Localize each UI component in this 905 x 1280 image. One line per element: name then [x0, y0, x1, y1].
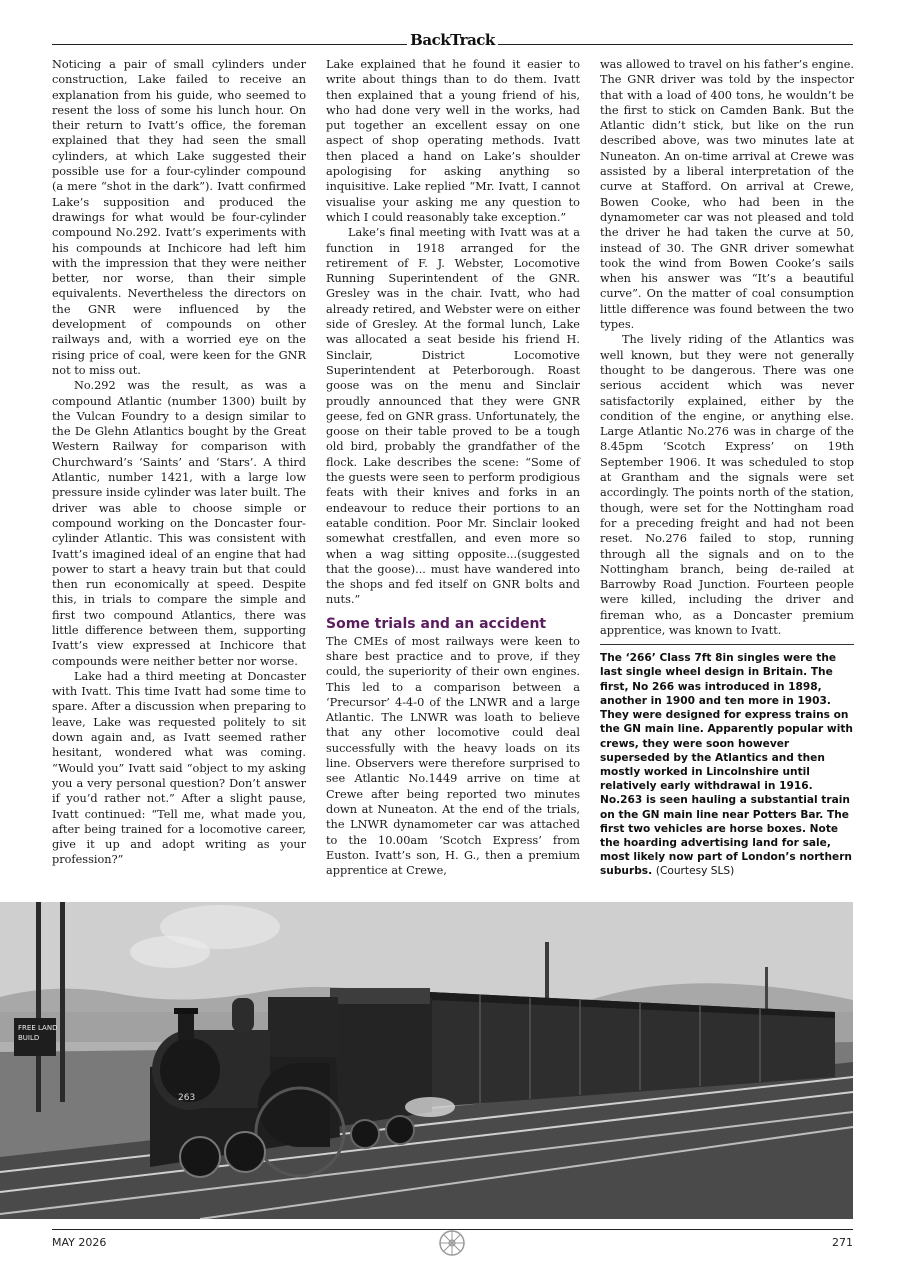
photo-caption [600, 651, 854, 878]
paragraph: No.292 was the result, as was a compound Atlantic (number 1300) built by the Vulcan Foundry to a design similar to the De Glehn Atlantics bought by the Great Western Railway for comparison with Churchward’s ‘Saints’ and ‘Stars’. A third Atlantic, number 1421, with a large low pressure inside cylinder was later built. The driver was able to choose simple or compound working on the Doncaster four-cylinder Atlantic. This was consistent with Ivatt’s imagined ideal of an engine that had power to start a heavy train but that could then run economically at speed. Despite this, in trials to compare the simple and first two compound Atlantics, there was little difference between them, supporting Ivatt’s view expressed at Inchicore that compounds were neither better nor worse. [52, 379, 306, 668]
issue-date: MAY 2026 [52, 1236, 107, 1249]
page-number: 271 [832, 1236, 853, 1249]
wheel-logo-icon [438, 1229, 466, 1257]
sign-line-2: BUILD [18, 1034, 40, 1042]
loco-number-plate: 263 [178, 1093, 196, 1103]
paragraph: The CMEs of most railways were keen to share best practice and to prove, if they could, the superiority of their own engines. This led to a comparison between a ‘Precursor’ 4-4-0 of the LNWR and a large Atlantic. The LNWR was loath to believe that any other locomotive could deal successfully with the heavy loads on its line. Observers were therefore surprised to see Atlantic No.1449 arrive on time at Crewe after being reported two minutes down at Nuneaton. At the end of the trials, the LNWR dynamometer car was attached to the 10.00am ‘Scotch Express’ from Euston. Ivatt’s son, H. G., then a premium apprentice at Crewe, [326, 634, 580, 878]
caption-credit: (Courtesy SLS) [655, 865, 735, 878]
paragraph: Noticing a pair of small cylinders under construction, Lake failed to receive an explanation from his guide, who seemed to resent the loss of some his lunch hour. On their return to Ivatt’s office, the foreman explained that they had seen the small cylinders, at which Lake suggested their possible use for a four-cylinder compound (a mere “shot in the dark”). Ivatt confirmed Lake’s supposition and produced the drawings for what would be four-cylinder compound No.292. Ivatt’s experiments with his compounds at Inchicore had left him with the impression that they were neither better, nor worse, than their simple equivalents. Nevertheless the directors on the GNR were influenced by the development of compounds on other railways and, with a worried eye on the rising price of coal, were keen for the GNR not to miss out. [52, 58, 306, 377]
paragraph: was allowed to travel on his father’s engine. The GNR driver was told by the inspector that with a load of 400 tons, he wouldn’t be the first to stick on Camden Bank. But the Atlantic didn’t stick, but like on the run described above, was two minutes late at Nuneaton. An on-time arrival at Crewe was assisted by a liberal interpretation of the curve at Stafford. On arrival at Crewe, Bowen Cooke, who had been in the dynamometer car was not pleased and told the driver he had taken the curve at 50, instead of 30. The GNR driver somewhat took the wind from Bowen Cooke’s sails when his answer was “It’s a beautiful curve”. On the matter of coal consumption little difference was found between the two types. [600, 58, 854, 332]
sign-line-1: FREE [18, 1024, 36, 1032]
masthead [0, 30, 905, 49]
paragraph: Lake’s final meeting with Ivatt was at a function in 1918 arranged for the retirement of F. J. Webster, Locomotive Running Superintendent of the GNR. Gresley was in the chair. Ivatt, who had already retired, and Webster were on either side of Gresley. At the formal lunch, Lake was allocated a seat beside his friend H. Sinclair, District Locomotive Superintendent at Peterborough. Roast goose was on the menu and Sinclair proudly announced that they were GNR geese, fed on GNR grass. Unfortunately, the goose on their table proved to be a tough old bird, probably the grandfather of the flock. Lake describes the scene: “Some of the guests were seen to perform prodigious feats with their knives and forks in an endeavour to reduce their portions to an eatable condition. Poor Mr. Sinclair looked somewhat crestfallen, and even more so when a wag sitting opposite...(suggested that the goose)... must have wandered into the shops and fed itself on GNR bolts and nuts.” [326, 226, 580, 607]
article-column-3 [600, 57, 854, 879]
train-photograph [0, 902, 853, 1219]
paragraph: Lake explained that he found it easier to write about things than to do them. Ivatt then explained that a young friend of his, who had done very well in the works, had put together an excellent essay on one aspect of shop operating methods. Ivatt then placed a hand on Lake’s shoulder apologising for asking anything so inquisitive. Lake replied “Mr. Ivatt, I cannot visualise your asking me any question to which I could reasonably take exception.” [326, 58, 580, 224]
masthead-logo-text: BackTrack [407, 31, 498, 49]
article-column-1 [52, 57, 306, 868]
caption-text: The ‘266’ Class 7ft 8in singles were the last single wheel design in Britain. The first, No 266 was introduced in 1898, another in 1900 and ten more in 1903. They were designed for express trains on the GN main line. Apparently popular with crews, they were soon however superseded by the Atlantics and then mostly worked in Lincolnshire until relatively early withdrawal in 1916. No.263 is seen hauling a substantial train on the GN main line near Potters Bar. The first two vehicles are horse boxes. Note the hoarding advertising land for sale, most likely now part of London’s northern suburbs. [600, 652, 853, 878]
sign-line-3: LAND [38, 1024, 58, 1032]
paragraph: The lively riding of the Atlantics was well known, but they were not generally thought to be dangerous. There was one serious accident which was never satisfactorily explained, either by the condition of the engine, or anything else. Large Atlantic No.276 was in charge of the 8.45pm ‘Scotch Express’ on 19th September 1906. It was scheduled to stop at Grantham and the signals were set accordingly. The points north of the station, though, were set for the Nottingham road for a preceding freight and had not been reset. No.276 failed to stop, running through all the signals and on to the Nottingham branch, being de-railed at Barrowby Road Junction. Fourteen people were killed, including the driver and fireman who, as a Doncaster premium apprentice, was known to Ivatt. [600, 333, 854, 637]
section-subheading: Some trials and an accident [326, 615, 547, 632]
caption-rule [600, 644, 854, 645]
article-column-2 [326, 57, 580, 878]
paragraph: Lake had a third meeting at Doncaster with Ivatt. This time Ivatt had some time to spare. After a discussion when preparing to leave, Lake was requested politely to sit down again and, as Ivatt seemed rather hesitant, wondered what was coming. “Would you” Ivatt said “object to my asking you a very personal question? Don’t answer if you’d rather not.” After a slight pause, Ivatt continued: “Tell me, what made you, after being trained for a locomotive career, give it up and adopt writing as your profession?” [52, 669, 306, 867]
